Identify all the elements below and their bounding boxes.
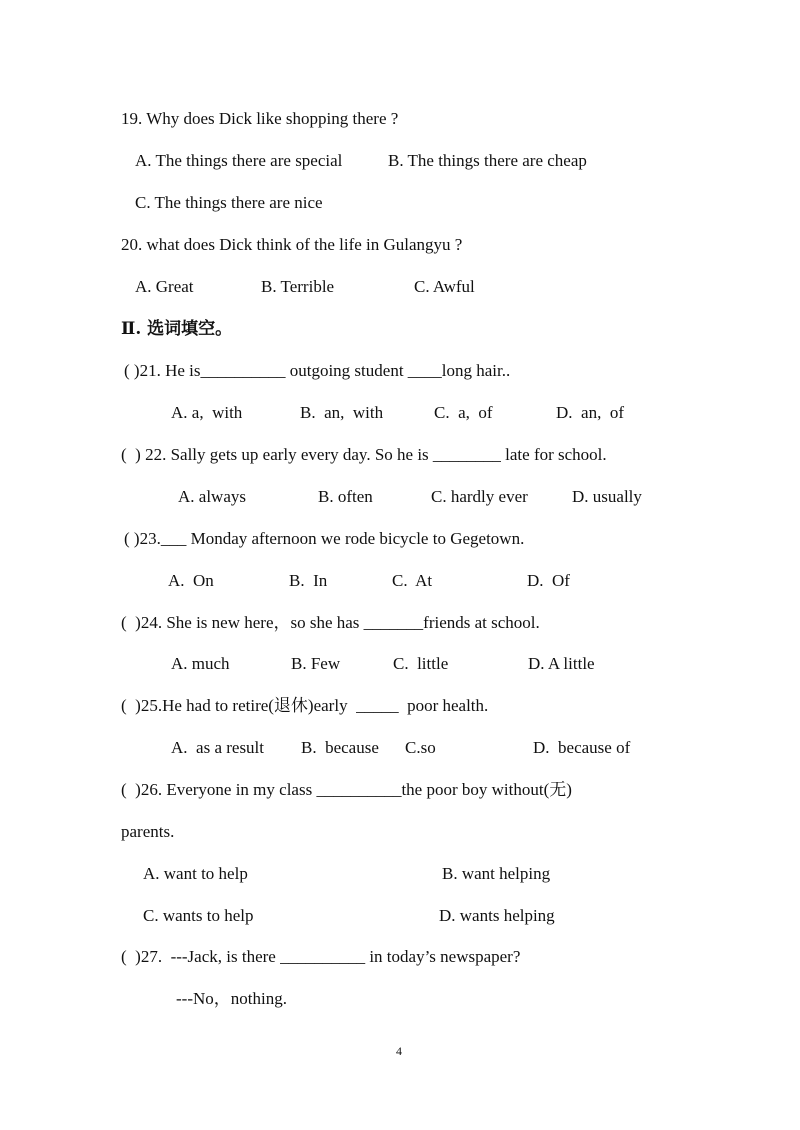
question-26: ( )26. Everyone in my class __________the poor boy without(无) bbox=[121, 780, 572, 799]
question-27: ( )27. ---Jack, is there __________ in today’s newspaper? bbox=[121, 947, 521, 966]
question-20: 20. what does Dick think of the life in Gulangyu ? bbox=[121, 235, 463, 254]
q27-answer: ---No，nothing. bbox=[176, 989, 287, 1008]
q23-option-a: A. On bbox=[168, 571, 214, 590]
q22-option-b: B. often bbox=[318, 487, 373, 506]
q23-option-d: D. Of bbox=[527, 571, 570, 590]
question-21: ( )21. He is__________ outgoing student ____long hair.. bbox=[124, 361, 511, 380]
q19-option-c: C. The things there are nice bbox=[135, 193, 323, 212]
q21-option-c: C. a, of bbox=[434, 403, 493, 422]
q22-option-a: A. always bbox=[178, 487, 246, 506]
q19-option-b: B. The things there are cheap bbox=[388, 151, 587, 170]
q25-option-b: B. because bbox=[301, 738, 379, 757]
q20-option-b: B. Terrible bbox=[261, 277, 335, 296]
question-25: ( )25.He had to retire(退休)early _____ poor health. bbox=[121, 696, 489, 715]
question-24: ( )24. She is new here，so she has _______friends at school. bbox=[121, 613, 540, 632]
q22-option-d: D. usually bbox=[572, 487, 642, 506]
q21-option-a: A. a, with bbox=[171, 403, 243, 422]
q26-option-c: C. wants to help bbox=[143, 906, 254, 925]
q23-option-c: C. At bbox=[392, 571, 433, 590]
q21-option-b: B. an, with bbox=[300, 403, 384, 422]
question-23: ( )23.___ Monday afternoon we rode bicycle to Gegetown. bbox=[124, 529, 525, 548]
q24-option-d: D. A little bbox=[528, 654, 595, 673]
q21-option-d: D. an, of bbox=[556, 403, 624, 422]
q22-option-c: C. hardly ever bbox=[431, 487, 528, 506]
q24-option-a: A. much bbox=[171, 654, 230, 673]
q20-option-a: A. Great bbox=[135, 277, 194, 296]
q20-option-c: C. Awful bbox=[414, 277, 475, 296]
q24-option-b: B. Few bbox=[291, 654, 341, 673]
q24-option-c: C. little bbox=[393, 654, 449, 673]
question-26-continuation: parents. bbox=[121, 822, 175, 841]
q25-option-d: D. because of bbox=[533, 738, 631, 757]
question-22: ( ) 22. Sally gets up early every day. So he is ________ late for school. bbox=[121, 445, 607, 464]
question-19: 19. Why does Dick like shopping there ? bbox=[121, 109, 399, 128]
q26-option-a: A. want to help bbox=[143, 864, 248, 883]
q25-option-c: C.so bbox=[405, 738, 436, 757]
q26-option-b: B. want helping bbox=[442, 864, 551, 883]
q19-option-a: A. The things there are special bbox=[135, 151, 343, 170]
q25-option-a: A. as a result bbox=[171, 738, 265, 757]
section-title: Ⅱ. 选词填空。 bbox=[121, 319, 233, 339]
q26-option-d: D. wants helping bbox=[439, 906, 555, 925]
q23-option-b: B. In bbox=[289, 571, 328, 590]
page-number: 4 bbox=[396, 1044, 402, 1058]
